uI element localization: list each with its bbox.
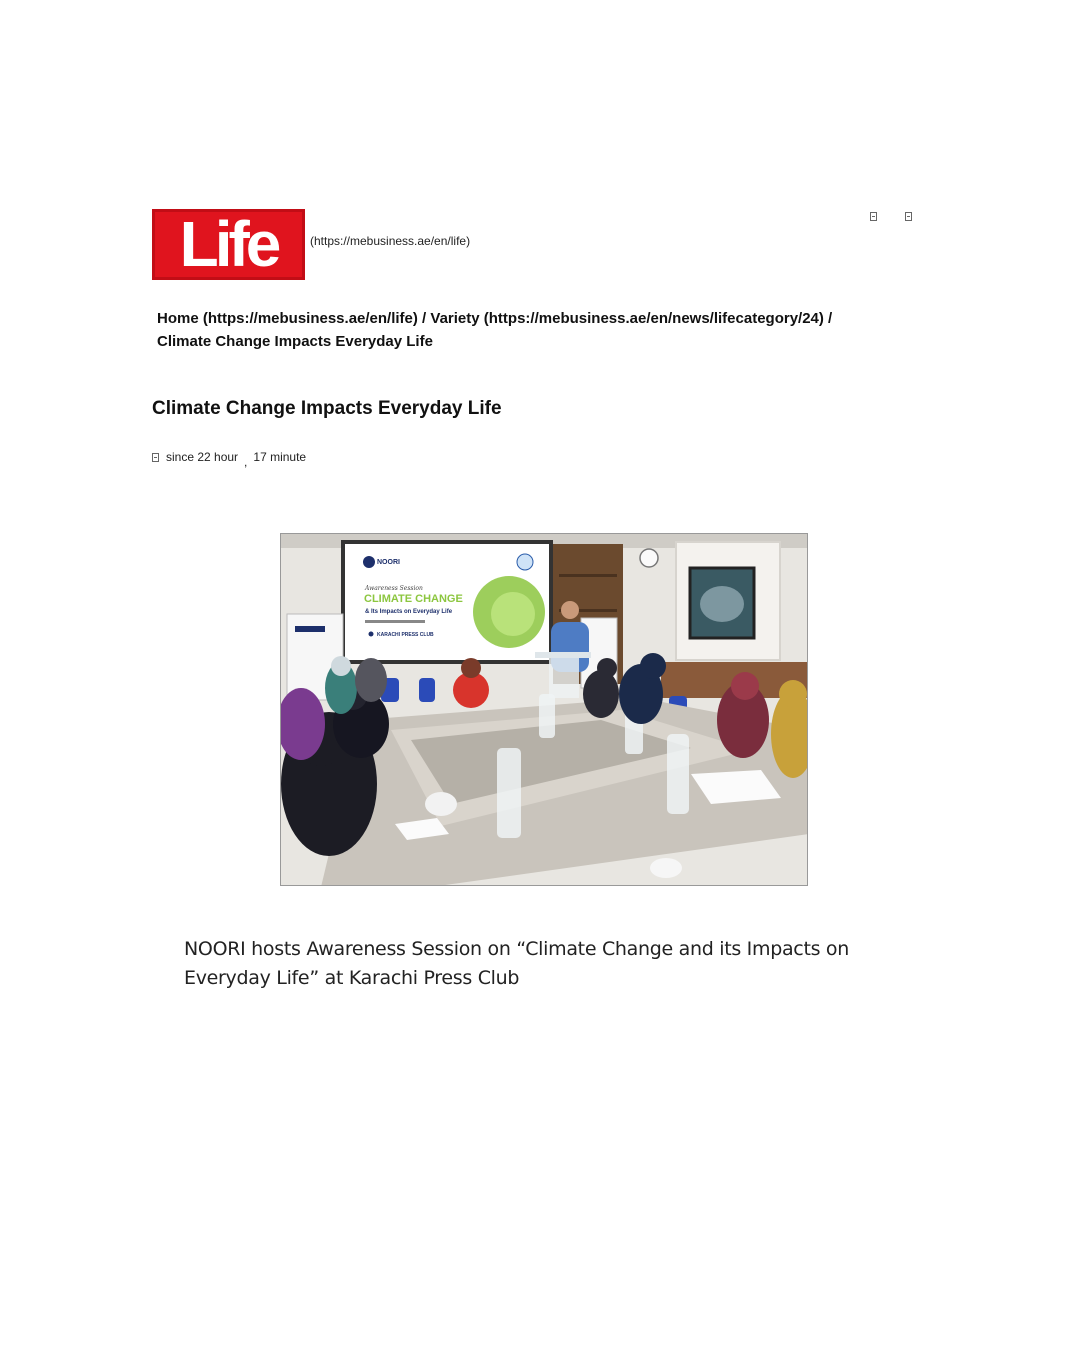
missing-glyph-icon[interactable]: [870, 212, 877, 221]
breadcrumb-current: Climate Change Impacts Everyday Life: [157, 333, 433, 350]
article-caption: NOORI hosts Awareness Session on “Climate Change and its Impacts on Everyday Life” at Karachi Press Club: [184, 938, 849, 989]
meta-minutes: 17 minute: [253, 450, 307, 464]
breadcrumb-separator: /: [417, 310, 431, 327]
photo-banner-kicker: Awareness Session: [365, 585, 423, 592]
article-title: Climate Change Impacts Everyday Life: [152, 398, 502, 419]
photo-banner-org: NOORI: [377, 559, 400, 566]
photo-banner-venue: KARACHI PRESS CLUB: [377, 632, 434, 638]
photo-cup: [650, 858, 682, 878]
breadcrumb-category[interactable]: Variety (https://mebusiness.ae/en/news/lifecategory/24): [430, 310, 824, 327]
photo-banner-title: CLIMATE CHANGE: [364, 593, 463, 605]
breadcrumb-home[interactable]: Home (https://mebusiness.ae/en/life): [157, 310, 418, 327]
photo-bottle: [497, 748, 521, 838]
photo-clock: [640, 549, 658, 567]
meta-separator: ,: [244, 455, 248, 469]
photo-podium: [549, 658, 579, 698]
life-logo[interactable]: [152, 209, 305, 280]
header-icons: [870, 212, 912, 221]
clock-icon: [152, 453, 159, 462]
breadcrumb: [157, 307, 917, 353]
article-photo: [280, 533, 808, 886]
logo-link[interactable]: (https://mebusiness.ae/en/life): [310, 234, 471, 248]
article-meta: [152, 450, 307, 469]
photo-scene: [281, 534, 808, 886]
logo-text: Life: [179, 209, 278, 280]
breadcrumb-separator: /: [823, 310, 833, 327]
missing-glyph-icon[interactable]: [905, 212, 912, 221]
meta-hours: since 22 hour: [166, 450, 239, 464]
photo-banner-subtitle: & Its Impacts on Everyday Life: [365, 609, 453, 615]
